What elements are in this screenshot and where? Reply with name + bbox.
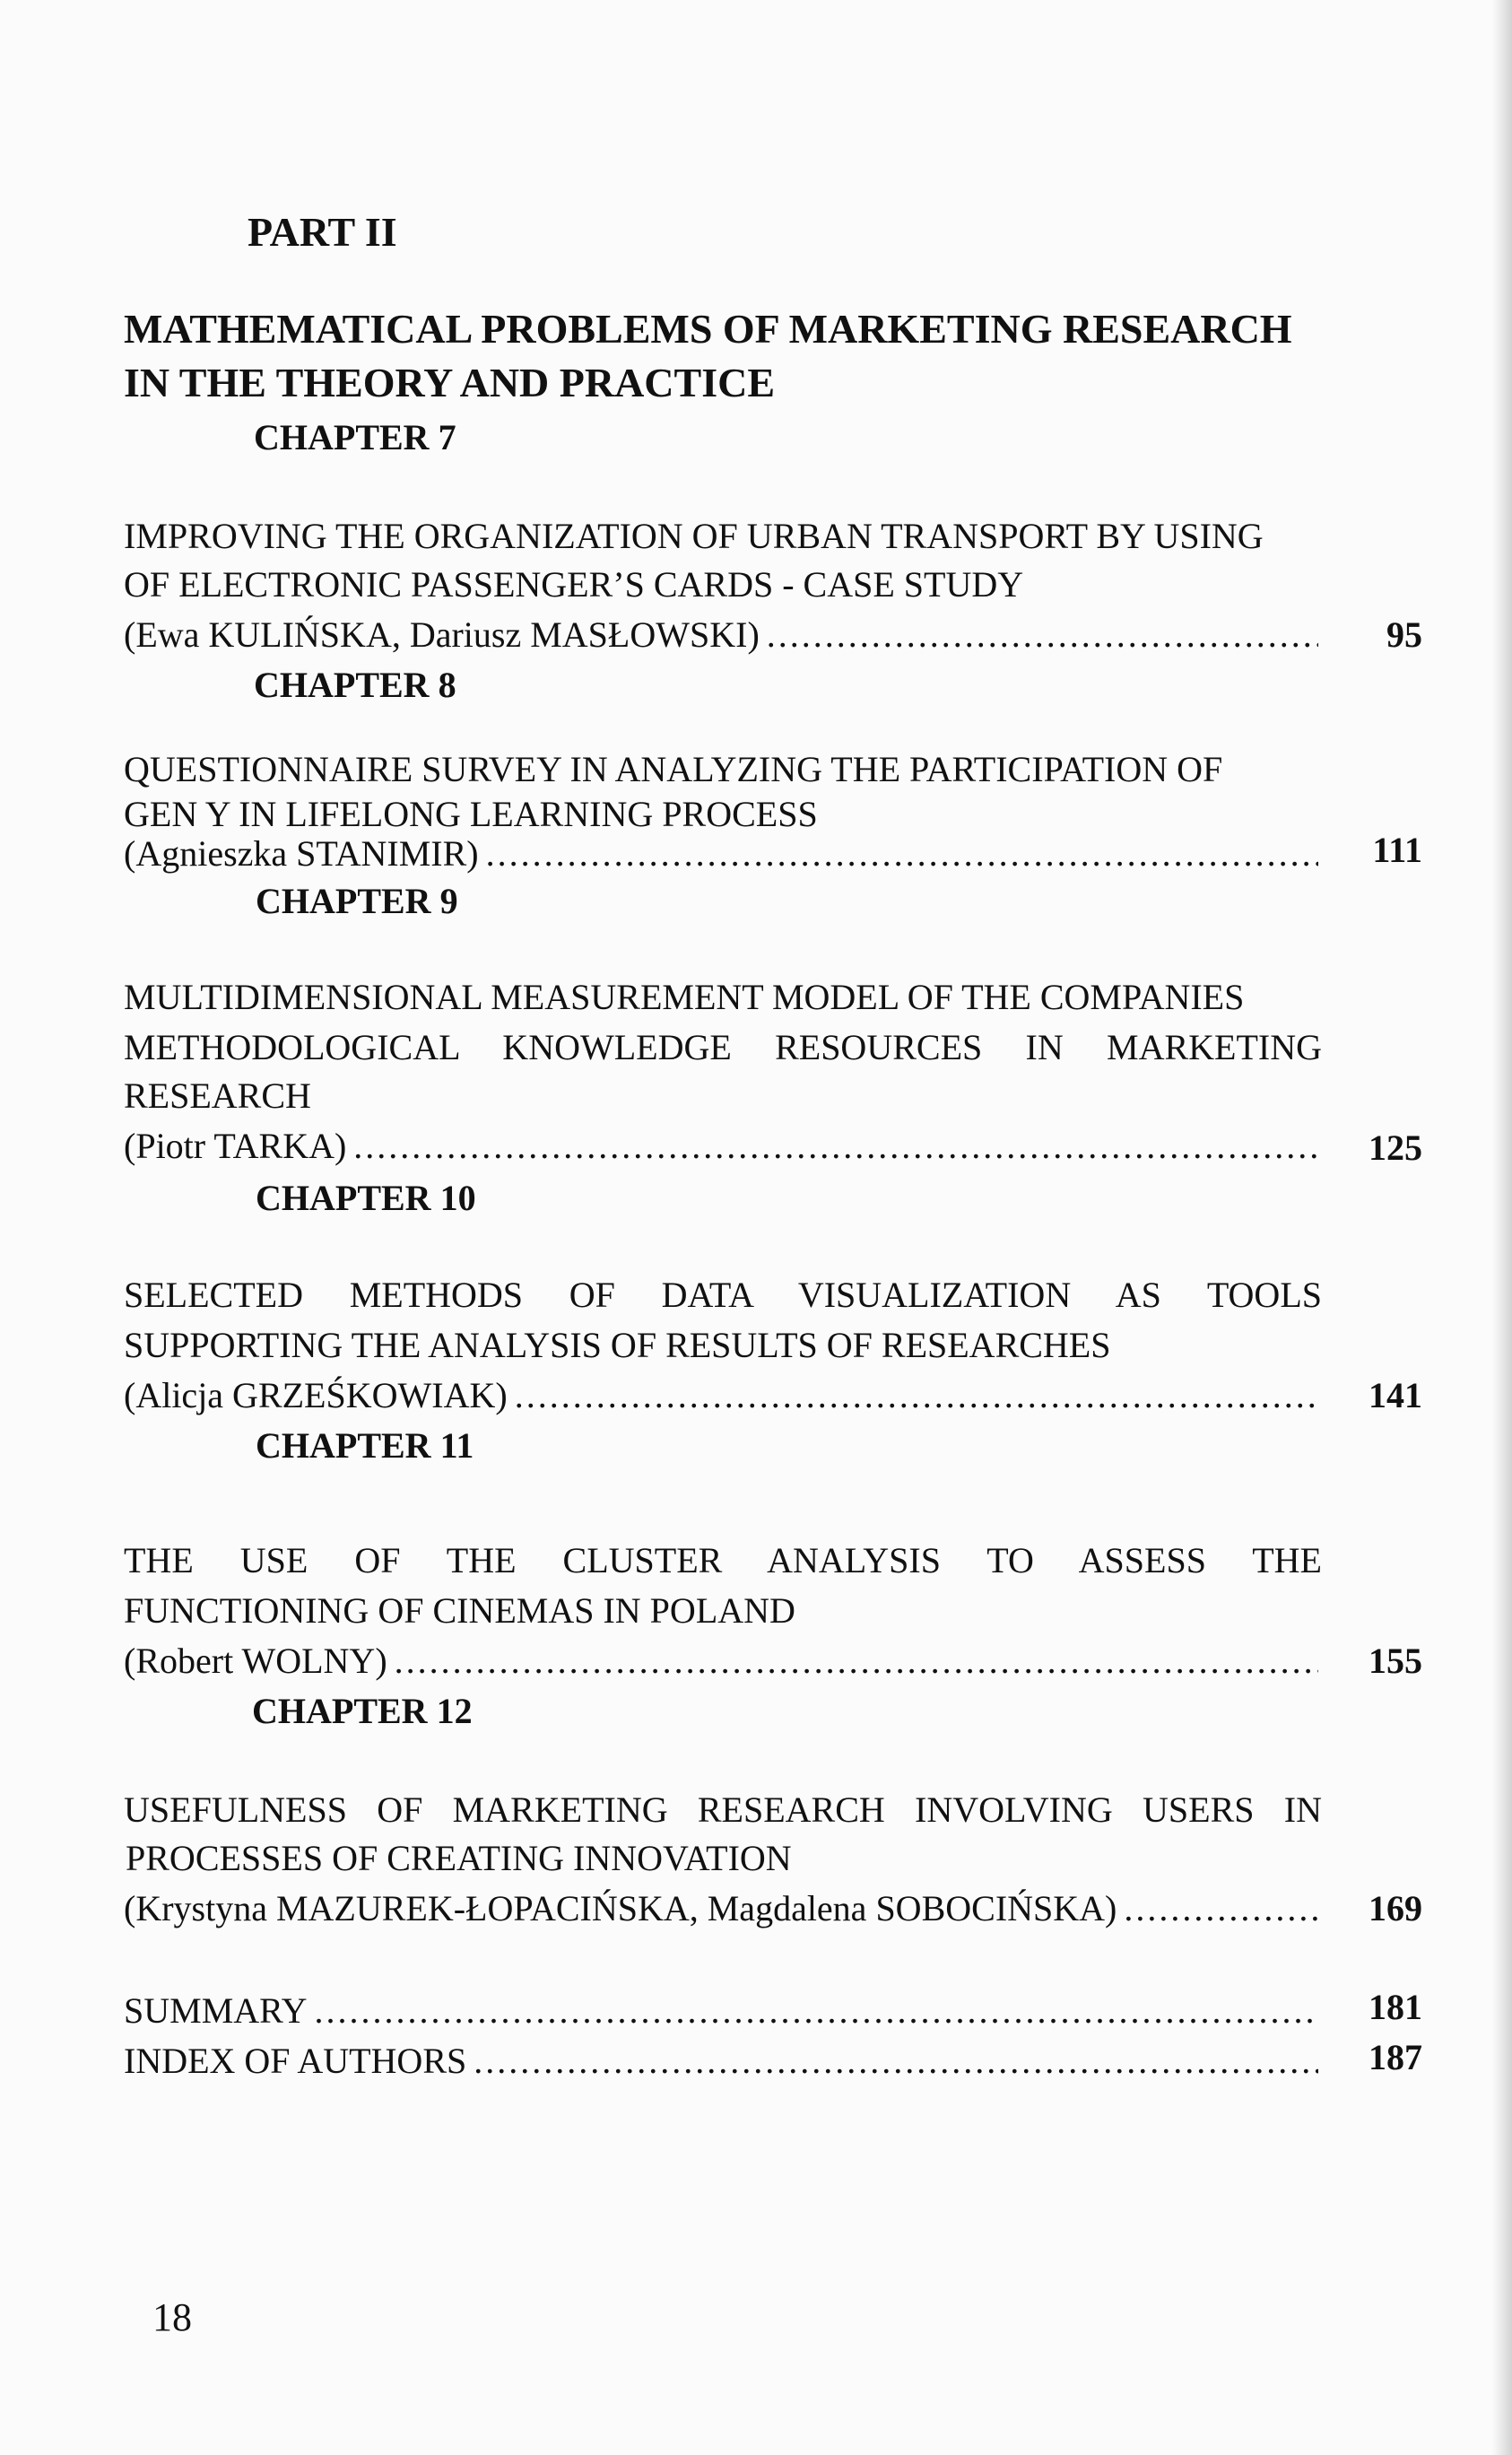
chapter-authors: (Ewa KULIŃSKA, Dariusz MASŁOWSKI): [124, 614, 760, 655]
chapter-heading: CHAPTER 8: [254, 665, 456, 705]
leader-dots: [474, 2040, 1318, 2082]
chapter-page-number: 125: [1369, 1127, 1422, 1168]
part-heading: PART II: [248, 209, 397, 255]
chapter-title-line: IMPROVING THE ORGANIZATION OF URBAN TRANSPORT BY USING: [124, 516, 1264, 556]
chapter-authors: (Alicja GRZEŚKOWIAK): [124, 1375, 508, 1415]
chapter-authors-line: [124, 832, 1322, 875]
page-edge-shadow: [1492, 0, 1512, 2455]
chapter-heading: CHAPTER 12: [252, 1691, 473, 1731]
chapter-title-line: METHODOLOGICAL KNOWLEDGE RESOURCES IN MARKETING: [124, 1027, 1322, 1067]
leader-dots: [1124, 1887, 1318, 1929]
leader-dots: [353, 1125, 1318, 1167]
chapter-title-line: USEFULNESS OF MARKETING RESEARCH INVOLVING USERS IN: [124, 1789, 1322, 1830]
chapter-heading: CHAPTER 9: [256, 881, 458, 921]
chapter-authors-line: [124, 1887, 1322, 1929]
chapter-title-line: PROCESSES OF CREATING INNOVATION: [126, 1838, 792, 1878]
chapter-page-number: 169: [1369, 1888, 1422, 1928]
chapter-page-number: 95: [1386, 614, 1422, 655]
chapter-title-line: RESEARCH: [124, 1075, 311, 1116]
leader-dots: [767, 614, 1318, 656]
index-of-authors-label: INDEX OF AUTHORS: [124, 2041, 467, 2081]
summary-line: [124, 1989, 1322, 2032]
chapter-authors-line: [124, 614, 1322, 656]
index-of-authors-page-number: 187: [1369, 2037, 1422, 2077]
chapter-heading: CHAPTER 10: [256, 1178, 476, 1218]
summary-label: SUMMARY: [124, 1990, 308, 2031]
chapter-title-line: SELECTED METHODS OF DATA VISUALIZATION AS TOOLS: [124, 1275, 1322, 1315]
summary-page-number: 181: [1369, 1987, 1422, 2027]
section-title-line-2: IN THE THEORY AND PRACTICE: [124, 360, 776, 405]
leader-dots: [315, 1989, 1318, 2032]
section-title-line-1: MATHEMATICAL PROBLEMS OF MARKETING RESEARCH: [124, 306, 1292, 352]
page-folio: 18: [152, 2295, 192, 2339]
leader-dots: [395, 1640, 1318, 1682]
chapter-page-number: 155: [1369, 1641, 1422, 1681]
chapter-heading: CHAPTER 11: [256, 1425, 474, 1466]
chapter-title-line: QUESTIONNAIRE SURVEY IN ANALYZING THE PARTICIPATION OF: [124, 749, 1223, 789]
chapter-title-line: SUPPORTING THE ANALYSIS OF RESULTS OF RESEARCHES: [124, 1325, 1111, 1365]
leader-dots: [486, 832, 1318, 875]
leader-dots: [515, 1374, 1318, 1416]
chapter-page-number: 111: [1372, 830, 1422, 870]
chapter-authors-line: [124, 1125, 1322, 1167]
chapter-authors: (Robert WOLNY): [124, 1641, 387, 1681]
chapter-title-line: OF ELECTRONIC PASSENGER’S CARDS - CASE STUDY: [124, 564, 1024, 605]
chapter-authors-line: [124, 1374, 1322, 1416]
chapter-authors-line: [124, 1640, 1322, 1682]
chapter-title-line: FUNCTIONING OF CINEMAS IN POLAND: [124, 1590, 795, 1631]
chapter-authors: (Agnieszka STANIMIR): [124, 833, 479, 874]
chapter-title-line: THE USE OF THE CLUSTER ANALYSIS TO ASSESS THE: [124, 1540, 1322, 1580]
chapter-page-number: 141: [1369, 1375, 1422, 1415]
chapter-heading: CHAPTER 7: [254, 417, 456, 457]
chapter-title-line: MULTIDIMENSIONAL MEASUREMENT MODEL OF THE COMPANIES: [124, 977, 1245, 1017]
index-of-authors-line: [124, 2040, 1322, 2082]
chapter-title-line: GEN Y IN LIFELONG LEARNING PROCESS: [124, 794, 818, 834]
chapter-authors: (Krystyna MAZUREK-ŁOPACIŃSKA, Magdalena SOBOCIŃSKA): [124, 1888, 1117, 1928]
chapter-authors: (Piotr TARKA): [124, 1126, 347, 1166]
